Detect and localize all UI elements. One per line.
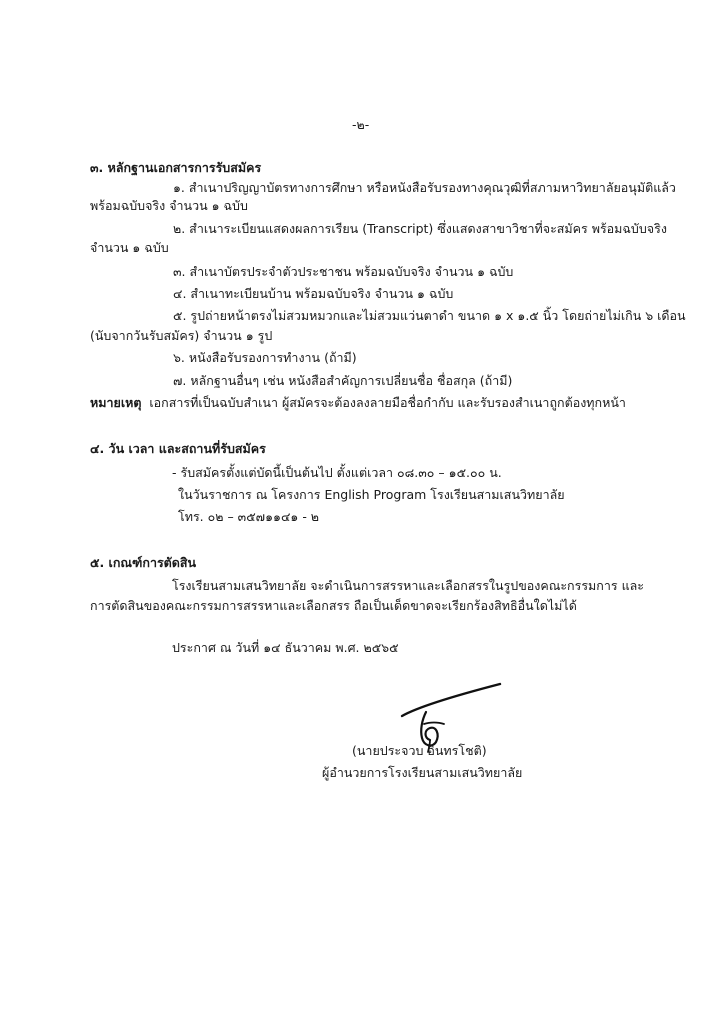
section-3-heading: ๓. หลักฐานเอกสารการรับสมัคร (90, 160, 262, 175)
section-3-item-6: ๖. หนังสือรับรองการทำงาน (ถ้ามี) (173, 350, 357, 365)
signatory-name: (นายประจวบ อินทรโชติ) (352, 743, 487, 758)
section-3-item-1-cont: พร้อมฉบับจริง จำนวน ๑ ฉบับ (90, 198, 248, 213)
section-3-item-1: ๑. สำเนาปริญญาบัตรทางการศึกษา หรือหนังสือรับรองทางคุณวุฒิที่สภามหาวิทยาลัยอนุมัติแล้ว (173, 180, 676, 195)
section-3-item-4: ๔. สำเนาทะเบียนบ้าน พร้อมฉบับจริง จำนวน ๑ ฉบับ (173, 286, 454, 301)
note-text: เอกสารที่เป็นฉบับสำเนา ผู้สมัครจะต้องลงลายมือชื่อกำกับ และรับรองสำเนาถูกต้องทุกหน้า (149, 395, 626, 410)
note-row (90, 395, 626, 411)
section-5-line-2: การตัดสินของคณะกรรมการสรรหาและเลือกสรร ถือเป็นเด็ดขาดจะเรียกร้องสิทธิอื่นใดไม่ได้ (90, 598, 577, 613)
page-number: -๒- (352, 117, 370, 132)
section-4-phone: โทร. ๐๒ – ๓๕๗๑๑๔๑ - ๒ (178, 509, 320, 524)
section-3-item-5: ๕. รูปถ่ายหน้าตรงไม่สวมหมวกและไม่สวมแว่นตาดำ ขนาด ๑ x ๑.๕ นิ้ว โดยถ่ายไม่เกิน ๖ เดือน (173, 308, 686, 323)
section-4-line-1: - รับสมัครตั้งแต่บัดนี้เป็นต้นไป ตั้งแต่เวลา ๐๘.๓๐ – ๑๕.๐๐ น. (172, 465, 502, 480)
announcement-date: ประกาศ ณ วันที่ ๑๔ ธันวาคม พ.ศ. ๒๕๖๕ (172, 640, 399, 655)
section-3-item-2-cont: จำนวน ๑ ฉบับ (90, 240, 169, 255)
section-5-line-1: โรงเรียนสามเสนวิทยาลัย จะดำเนินการสรรหาและเลือกสรรในรูปของคณะกรรมการ และ (172, 578, 644, 593)
section-4-heading: ๔. วัน เวลา และสถานที่รับสมัคร (90, 441, 266, 456)
section-3-item-2: ๒. สำเนาระเบียนแสดงผลการเรียน (Transcript) ซึ่งแสดงสาขาวิชาที่จะสมัคร พร้อมฉบับจริง (173, 221, 667, 236)
section-3-item-3: ๓. สำเนาบัตรประจำตัวประชาชน พร้อมฉบับจริง จำนวน ๑ ฉบับ (173, 264, 514, 279)
signatory-title: ผู้อำนวยการโรงเรียนสามเสนวิทยาลัย (322, 765, 523, 780)
section-5-heading: ๕. เกณฑ์การตัดสิน (90, 555, 197, 570)
note-label: หมายเหตุ (90, 395, 142, 410)
section-3-item-7: ๗. หลักฐานอื่นๆ เช่น หนังสือสำคัญการเปลี่ยนชื่อ ชื่อสกุล (ถ้ามี) (173, 373, 513, 388)
section-3-item-5-cont: (นับจากวันรับสมัคร) จำนวน ๑ รูป (90, 328, 273, 343)
section-4-line-2: ในวันราชการ ณ โครงการ English Program โรงเรียนสามเสนวิทยาลัย (178, 487, 565, 502)
